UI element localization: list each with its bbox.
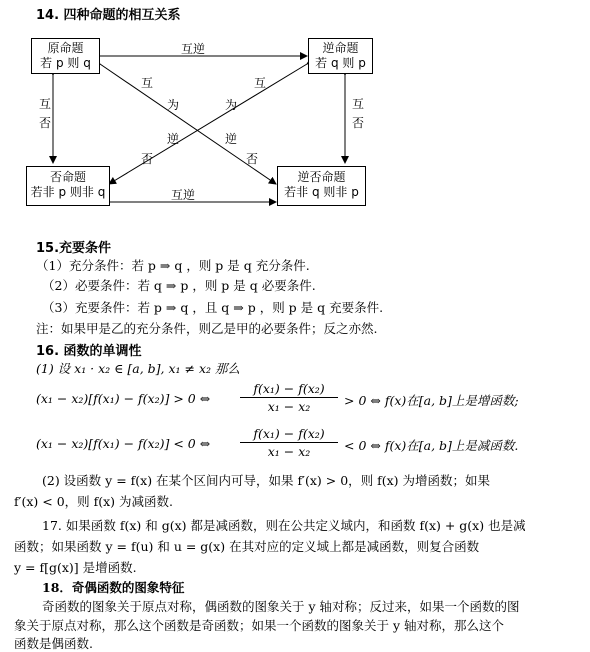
sufficient-condition: （1）充分条件：若 p ⇒ q ，则 p 是 q 充分条件.	[36, 258, 310, 273]
label-diag-ni-right: 逆	[225, 132, 238, 146]
box-converse-line2: 若 q 则 p	[315, 56, 366, 70]
section-18-line-2: 象关于原点对称，那么这个函数是奇函数；如果一个函数的图象关于 y 轴对称，那么这个	[14, 618, 505, 633]
label-diag-hu-left: 互	[141, 76, 154, 90]
note: 注：如果甲是乙的充分条件，则乙是甲的必要条件；反之亦然.	[36, 321, 378, 336]
section-16-title: 16. 函数的单调性	[36, 344, 142, 359]
label-left-fou: 否	[39, 116, 52, 130]
formula-2-fraction	[240, 426, 338, 459]
box-contrapositive-line2: 若非 q 则非 p	[284, 185, 359, 199]
formula-1-fraction	[240, 381, 338, 414]
box-contrapositive	[277, 166, 366, 206]
formula-1-left: (x₁ − x₂)[f(x₁) − f(x₂)] > 0 ⇔	[36, 391, 211, 406]
label-top-huni: 互逆	[181, 42, 206, 56]
section-18-line-3: 函数是偶函数.	[14, 636, 93, 651]
label-diag-fou-left: 否	[141, 152, 154, 166]
label-right-fou: 否	[352, 116, 365, 130]
formula-1-denominator: x₁ − x₂	[267, 399, 311, 414]
box-original-line2: 若 p 则 q	[40, 56, 91, 70]
label-right-hu: 互	[352, 97, 365, 111]
derivative-line-1: (2) 设函数 y = f(x) 在某个区间内可导，如果 f′(x) > 0，则 f(x) 为增函数；如果	[42, 473, 491, 488]
box-converse-line1: 逆命题	[322, 41, 359, 55]
label-left-hu: 互	[39, 97, 52, 111]
necessary-sufficient-condition: （3）充要条件：若 p ⇒ q ，且 q ⇒ p ，则 p 是 q 充要条件.	[42, 300, 384, 315]
formula-2-numerator: f(x₁) − f(x₂)	[253, 426, 325, 441]
monotonic-intro: (1) 设 x₁ · x₂ ∈ [a, b], x₁ ≠ x₂ 那么	[36, 361, 241, 376]
section-14-title: 14. 四种命题的相互关系	[36, 8, 181, 23]
label-diag-hu-right: 互	[254, 76, 267, 90]
label-diag-ni-left: 逆	[167, 132, 180, 146]
label-diag-wei-left: 为	[167, 98, 180, 112]
box-negation-line1: 否命题	[49, 170, 86, 184]
necessary-condition: （2）必要条件：若 q ⇒ p ，则 p 是 q 必要条件.	[42, 278, 316, 293]
box-original	[31, 38, 100, 74]
formula-1-numerator: f(x₁) − f(x₂)	[253, 381, 325, 396]
box-negation-line2: 若非 p 则非 q	[30, 185, 106, 199]
section-15-title: 15.充要条件	[36, 241, 112, 256]
derivative-line-2: f′(x) < 0，则 f(x) 为减函数.	[14, 494, 173, 509]
label-bottom-huni: 互逆	[171, 188, 196, 202]
formula-2-left: (x₁ − x₂)[f(x₁) − f(x₂)] < 0 ⇔	[36, 436, 211, 451]
formula-2-right: < 0 ⇔ f(x)在[a, b]上是减函数.	[344, 438, 519, 453]
label-diag-wei-right: 为	[225, 98, 238, 112]
box-negation	[26, 166, 110, 206]
section-18-line-1: 奇函数的图象关于原点对称，偶函数的图象关于 y 轴对称；反过来，如果一个函数的图	[42, 599, 520, 614]
section-17-line-3: y = f[g(x)] 是增函数.	[14, 560, 137, 575]
formula-1-right: > 0 ⇔ f(x)在[a, b]上是增函数;	[344, 393, 519, 408]
section-18-title: 18．奇偶函数的图象特征	[42, 580, 185, 595]
label-diag-fou-right: 否	[246, 152, 259, 166]
box-original-line1: 原命题	[47, 41, 84, 55]
section-17-line-2: 函数；如果函数 y = f(u) 和 u = g(x) 在其对应的定义域上都是减函数，则复合函数	[14, 539, 480, 554]
box-converse	[308, 38, 373, 74]
section-17-line-1: 17. 如果函数 f(x) 和 g(x) 都是减函数，则在公共定义域内，和函数 f(x) + g(x) 也是减	[42, 518, 526, 533]
formula-2-denominator: x₁ − x₂	[267, 444, 311, 459]
box-contrapositive-line1: 逆否命题	[297, 170, 346, 184]
